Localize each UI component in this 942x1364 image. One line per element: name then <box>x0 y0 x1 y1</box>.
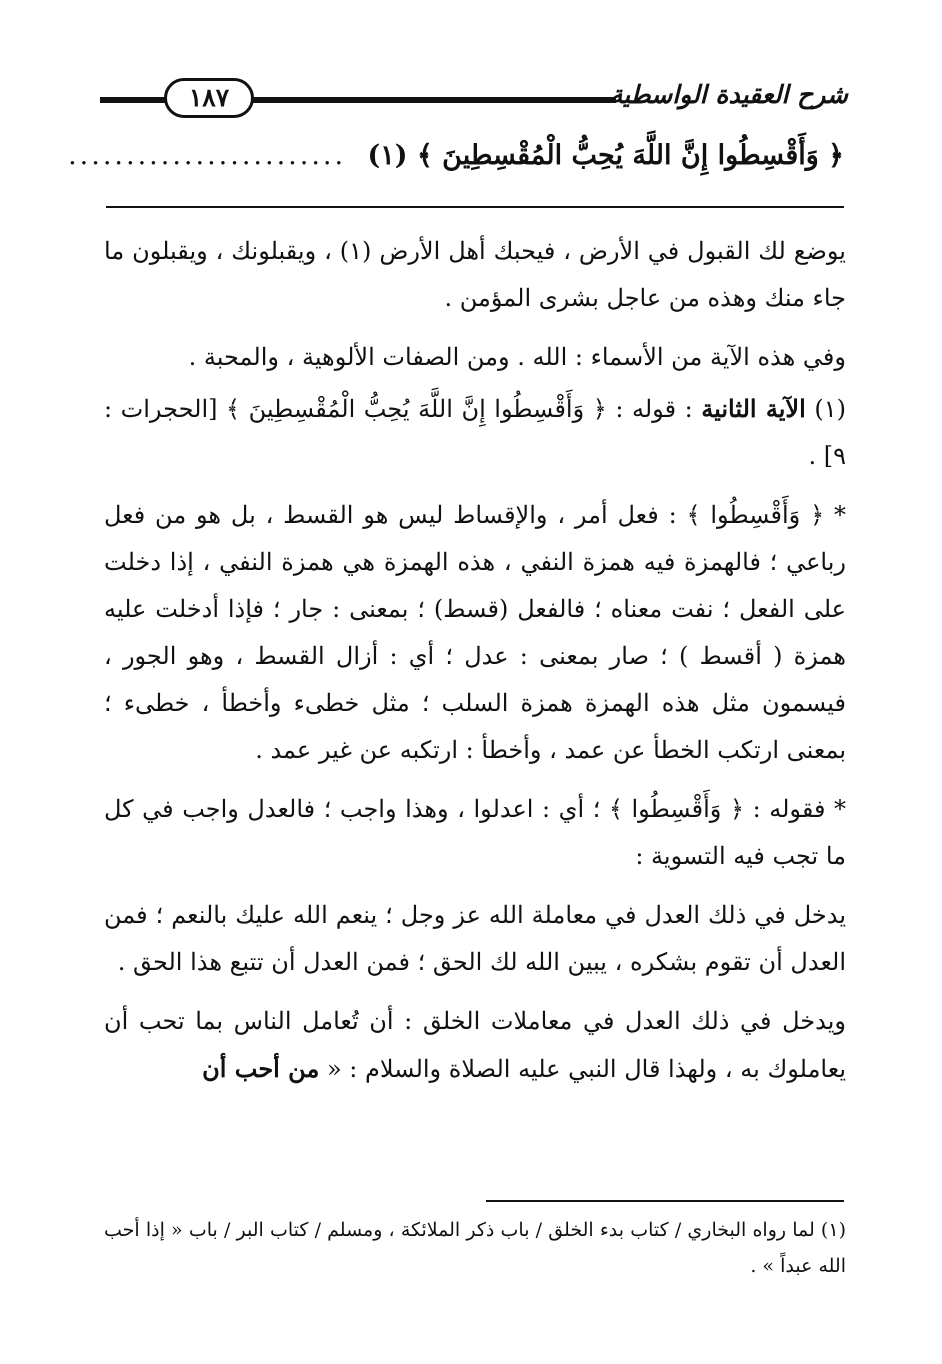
paragraph-1: يوضع لك القبول في الأرض ، فيحبك أهل الأرض (١) ، ويقبلونك ، ويقبلون ما جاء منك وهذه من عاجل بشرى المؤمن . <box>104 237 846 312</box>
paragraph-2: وفي هذه الآية من الأسماء : الله . ومن الصفات الألوهية ، والمحبة . <box>188 343 846 371</box>
paragraph-3 <box>104 385 846 480</box>
paragraph-7 <box>104 998 846 1093</box>
footnote: (١) لما رواه البخاري / كتاب بدء الخلق / باب ذكر الملائكة ، ومسلم / كتاب البر / باب « إذا أحب الله عبداً » . <box>104 1219 846 1277</box>
verse-text: ﴿ وَأَقْسِطُوا إِنَّ اللَّهَ يُحِبُّ الْمُقْسِطِينَ ﴾ (١) <box>367 140 844 171</box>
page-header <box>100 76 848 120</box>
section-verse-heading <box>68 140 844 186</box>
verse-leader-dots: ........................ <box>68 140 347 171</box>
paragraph-5: * فقوله : ﴿ وَأَقْسِطُوا ﴾ ؛ أي : اعدلوا ، وهذا واجب ؛ فالعدل واجب في كل ما تجب فيه التسوية : <box>104 795 846 870</box>
footnote-divider <box>486 1200 844 1202</box>
paragraph-7-bold: من أحب أن <box>202 1054 320 1083</box>
section-divider <box>106 206 844 208</box>
paragraph-3-heading: الآية الثانية <box>701 394 806 423</box>
main-text <box>104 228 846 1105</box>
paragraph-6: يدخل في ذلك العدل في معاملة الله عز وجل ؛ ينعم الله عليك بالنعم ؛ فمن العدل أن تقوم بشكره ، يبين الله لك الحق ؛ فمن العدل أن تتبع هذا الحق . <box>104 901 846 976</box>
paragraph-3-text: : قوله : ﴿ وَأَقْسِطُوا إِنَّ اللَّهَ يُحِبُّ الْمُقْسِطِينَ ﴾ [الحجرات : ٩] . <box>104 395 846 470</box>
header-rule-left <box>100 97 170 103</box>
book-title: شرح العقيدة الواسطية <box>609 80 848 109</box>
paragraph-7-text: ويدخل في ذلك العدل في معاملات الخلق : أن تُعامل الناس بما تحب أن يعاملوك به ، ولهذا قال النبي عليه الصلاة والسلام : « <box>104 1007 846 1083</box>
paragraph-4: * ﴿ وَأَقْسِطُوا ﴾ : فعل أمر ، والإقساط ليس هو القسط ، بل هو من فعل رباعي ؛ فالهمزة فيه همزة النفي ، هذه الهمزة هي همزة النفي ، إذا دخلت على الفعل ؛ نفت معناه ؛ فالفعل (قسط) ؛ بمعنى : جار ؛ فإذا أدخلت عليه همزة ( أقسط ) ؛ صار بمعنى : عدل ؛ أي : أزال القسط ، وهو الجور ، فيسمون مثل هذه الهمزة همزة السلب ؛ مثل خطىء وأخطأ ، خطىء ؛ بمعنى ارتكب الخطأ عن عمد ، وأخطأ : ارتكبه عن غير عمد . <box>104 501 846 764</box>
page-number-badge: ١٨٧ <box>164 78 254 118</box>
header-rule-right <box>248 97 616 103</box>
paragraph-3-number: (١) <box>814 395 846 423</box>
